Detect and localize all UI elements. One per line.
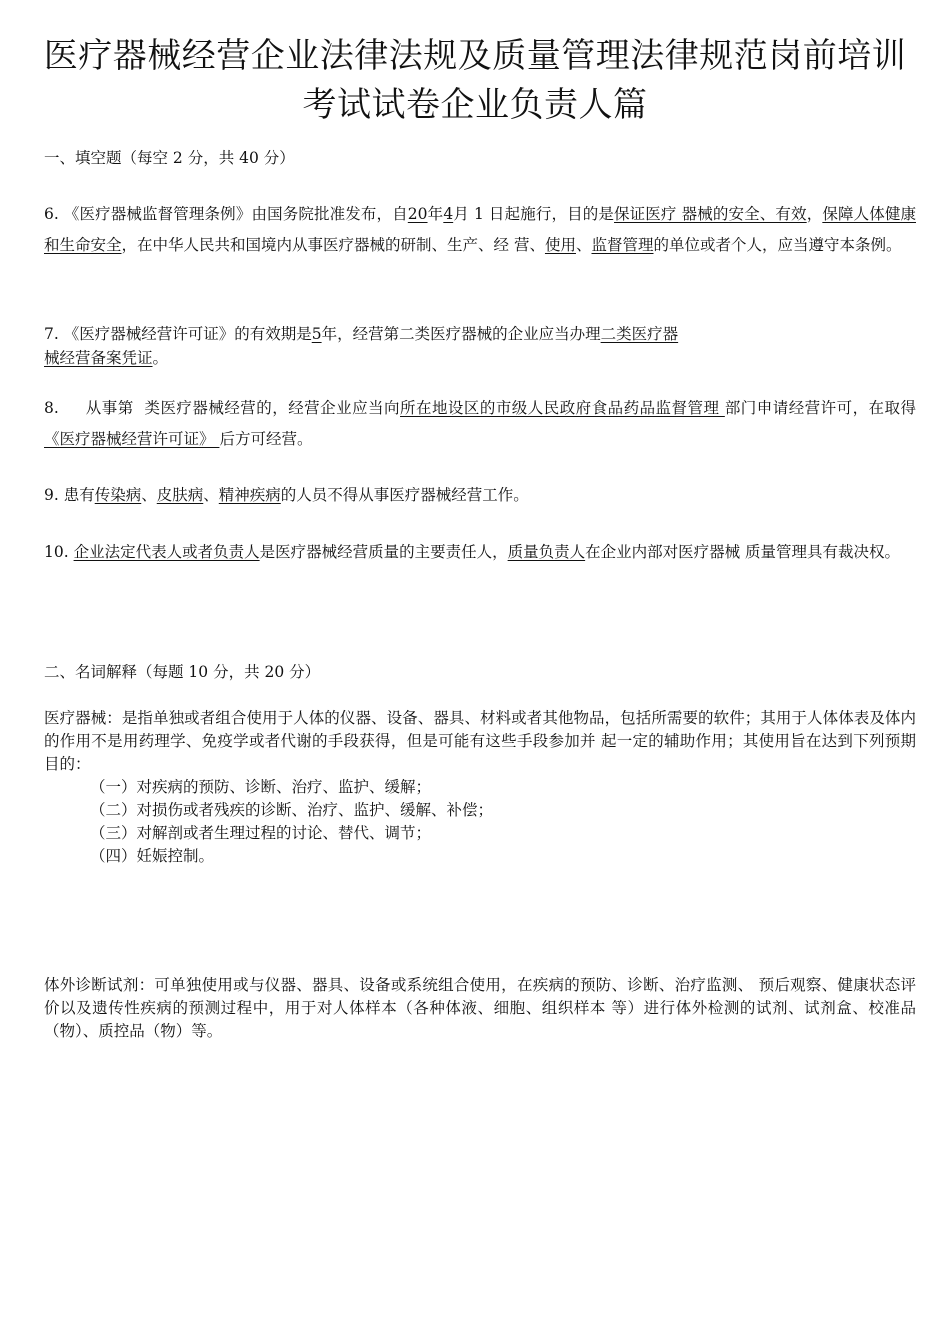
purpose-item: （一）对疾病的预防、诊断、治疗、监护、缓解； bbox=[90, 778, 432, 796]
purpose-item: （四）妊娠控制。 bbox=[90, 847, 215, 865]
q6-answer-purpose-2: 保障人体健康和生命安全 bbox=[44, 205, 916, 254]
q7-text: 7. 《医疗器械经营许可证》的有效期是 bbox=[44, 325, 312, 343]
document-title bbox=[30, 32, 920, 130]
q6-answer-supervision: 监督管理 bbox=[591, 236, 654, 254]
q8-text: 后方可经营。 bbox=[219, 430, 313, 448]
section-2-heading: 二、名词解释（每题 10 分，共 20 分） bbox=[44, 663, 321, 681]
definition-ivd-reagent: 体外诊断试剂：可单独使用或与仪器、器具、设备或系统组合使用，在疾病的预防、诊断、治疗监测、 预后观察、健康状态评价以及遗传性疾病的预测过程中，用于对人体样本（各种体液、细胞、组织样本 等）进行体外检测的试剂、试剂盒、校准品（物）、质控品（物）等。 bbox=[44, 976, 916, 1040]
q9-text: 的人员不得从事医疗器械经营工作。 bbox=[280, 486, 529, 504]
q6-text: 年 bbox=[427, 205, 444, 223]
q7-answer-certificate-cont: 械经营备案凭证 bbox=[44, 349, 153, 367]
q6-text: 月 1 日起施行，目的是 bbox=[453, 205, 615, 223]
q6-text: 6. 《医疗器械监督管理条例》由国务院批准发布，自 bbox=[44, 205, 408, 223]
q6-text: ，在中华人民共和国境内从事医疗器械的研制、生产、经 营、 bbox=[121, 236, 545, 254]
q6-answer-year: 20 bbox=[407, 205, 428, 223]
q7-text: 。 bbox=[152, 349, 169, 367]
q9-text: 、 bbox=[141, 486, 157, 504]
q6-answer-month: 4 bbox=[443, 205, 454, 223]
q10-text: 在企业内部对医疗器械 质量管理具有裁决权。 bbox=[585, 543, 901, 561]
q7-answer-years: 5 bbox=[311, 325, 322, 343]
q6-answer-purpose-1: 保证医疗 器械的安全、有效 bbox=[614, 205, 807, 223]
q10-answer-responsible: 企业法定代表人或者负责人 bbox=[73, 543, 260, 561]
q7-text: 年，经营第二类医疗器械的企业应当办理 bbox=[321, 325, 601, 343]
q6-answer-use: 使用 bbox=[544, 236, 576, 254]
purpose-item: （三）对解剖或者生理过程的讨论、替代、调节； bbox=[90, 824, 432, 842]
q6-text: ， bbox=[806, 205, 823, 223]
q8-answer-license: 《医疗器械经营许可证》 bbox=[44, 430, 220, 448]
question-6 bbox=[44, 199, 916, 261]
question-7 bbox=[44, 322, 804, 370]
q9-answer-3: 精神疾病 bbox=[218, 486, 281, 504]
q8-text: 部门申请经营许可，在取得 bbox=[724, 399, 917, 417]
q6-text: 的单位或者个人，应当遵守本条例。 bbox=[653, 236, 902, 254]
title-line-2: 考试试卷企业负责人篇 bbox=[302, 85, 648, 125]
purpose-item: （二）对损伤或者残疾的诊断、治疗、监护、缓解、补偿； bbox=[90, 801, 494, 819]
question-10 bbox=[44, 537, 916, 568]
definition-medical-device: 医疗器械：是指单独或者组合使用于人体的仪器、设备、器具、材料或者其他物品，包括所需要的软件；其用于人体体表及体内的作用不是用药理学、免疫学或者代谢的手段获得，但是可能有这些手段参加并 起一定的辅助作用；其使用旨在达到下列预期目的： bbox=[44, 709, 916, 773]
q9-answer-2: 皮肤病 bbox=[156, 486, 204, 504]
q9-answer-1: 传染病 bbox=[94, 486, 142, 504]
q9-text: 9. 患有 bbox=[44, 486, 95, 504]
section-1-heading: 一、填空题（每空 2 分，共 40 分） bbox=[44, 149, 295, 167]
q9-text: 、 bbox=[203, 486, 219, 504]
q10-text: 10. bbox=[44, 543, 74, 561]
q10-text: 是医疗器械经营质量的主要责任人， bbox=[259, 543, 508, 561]
title-line-1: 医疗器械经营企业法律法规及质量管理法律规范岗前培训 bbox=[43, 36, 907, 76]
q6-text: 、 bbox=[575, 236, 592, 254]
q10-answer-quality: 质量负责人 bbox=[507, 543, 586, 561]
q8-text: 8. 从事第 类医疗器械经营的，经营企业应当向 bbox=[44, 399, 401, 417]
question-8 bbox=[44, 393, 916, 455]
q8-answer-authority: 所在地设区的市级人民政府食品药品监督管理 bbox=[400, 399, 725, 417]
q7-answer-certificate: 二类医疗器 bbox=[600, 325, 679, 343]
question-9 bbox=[44, 480, 916, 511]
